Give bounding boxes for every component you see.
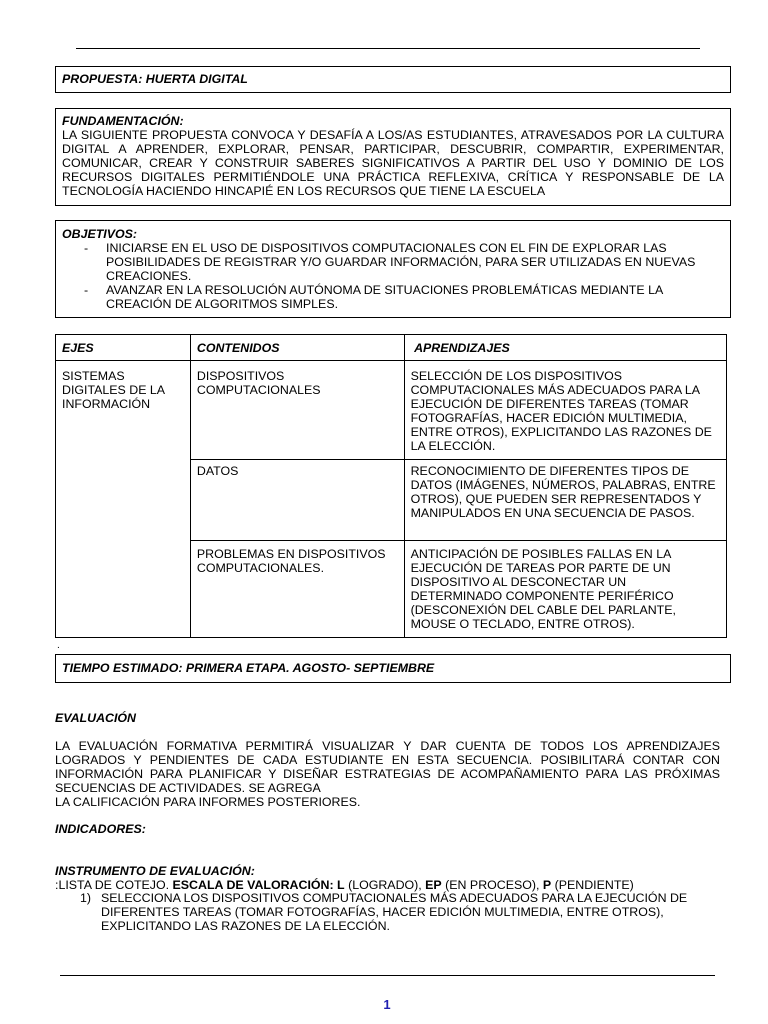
code-l: L bbox=[337, 878, 345, 892]
page-number: 1 bbox=[383, 997, 391, 1012]
fundamentacion-box bbox=[55, 108, 731, 206]
code-ep-text: (EN PROCESO), bbox=[441, 878, 543, 892]
evaluacion-calificacion: LA CALIFICACIÓN PARA INFORMES POSTERIORES. bbox=[55, 795, 361, 809]
proposal-box bbox=[55, 66, 731, 93]
indicadores-heading: INDICADORES: bbox=[55, 822, 146, 836]
tiempo-text: TIEMPO ESTIMADO: PRIMERA ETAPA. AGOSTO- SEPTIEMBRE bbox=[62, 661, 435, 675]
instrumento-item bbox=[80, 891, 720, 933]
code-p-text: (PENDIENTE) bbox=[551, 878, 634, 892]
code-p: P bbox=[542, 878, 552, 892]
objetivo-dash: - bbox=[84, 283, 89, 297]
objetivos-list bbox=[62, 241, 724, 311]
eje-cell: SISTEMAS DIGITALES DE LA INFORMACIÓN bbox=[56, 361, 191, 638]
fundamentacion-text: LA SIGUIENTE PROPUESTA CONVOCA Y DESAFÍA A LOS/AS ESTUDIANTES, ATRAVESADOS POR LA CULTURA DIGITAL A APRENDER, EXPLORAR, PENSAR, PARTICIPAR, DESCUBRIR, COMPARTIR, EXPERIMENTAR, COMUNICAR, CREAR Y CONSTRUIR SABERES SIGNIFICATIVOS A PARTIR DEL USO Y DOMINIO DE LOS RECURSOS DIGITALES PERMITIÉNDOLE UNA PRÁCTICA REFLEXIVA, CRÍTICA Y RESPONSABLE DE LA TECNOLOGÍA HACIENDO HINCAPIÉ EN LOS RECURSOS QUE TIENE LA ESCUELA bbox=[62, 128, 724, 198]
objetivos-box bbox=[55, 220, 731, 318]
header-rule bbox=[76, 48, 700, 49]
header-aprendizajes bbox=[404, 335, 726, 361]
instrumento-item-text: SELECCIONA LOS DISPOSITIVOS COMPUTACIONALES MÁS ADECUADOS PARA LA EJECUCIÓN DE DIFERENTES TAREAS (TOMAR FOTOGRAFÍAS, HACER EDICIÓN MULTIMEDIA, ENTRE OTROS), EXPLICITANDO LAS RAZONES DE LA ELECCIÓN. bbox=[101, 891, 688, 933]
proposal-title: PROPUESTA: HUERTA DIGITAL bbox=[62, 72, 248, 86]
code-l-text: (LOGRADO), bbox=[344, 878, 426, 892]
evaluacion-paragraph: LA EVALUACIÓN FORMATIVA PERMITIRÁ VISUALIZAR Y DAR CUENTA DE TODOS LOS APRENDIZAJES LOGRADOS Y PENDIENTES DE CADA ESTUDIANTE EN ESTA SECUENCIA. POSIBILITARÁ CONTAR CON INFORMACIÓN PARA PLANIFICAR Y DISEÑAR ESTRATEGIAS DE ACOMPAÑAMIENTO PARA LAS PRÓXIMAS SECUENCIAS DE ACTIVIDADES. SE AGREGA bbox=[55, 739, 720, 795]
objetivo-dash: - bbox=[84, 241, 89, 255]
aprendizaje-cell: ANTICIPACIÓN DE POSIBLES FALLAS EN LA EJECUCIÓN DE TAREAS POR PARTE DE UN DISPOSITIVO AL DESCONECTAR UN DETERMINADO COMPONENTE PERIFÉRICO (DESCONEXIÓN DEL CABLE DEL PARLANTE, MOUSE O TECLADO, ENTRE OTROS). bbox=[404, 541, 726, 638]
objetivo-text: INICIARSE EN EL USO DE DISPOSITIVOS COMPUTACIONALES CON EL FIN DE EXPLORAR LAS POSIBILIDADES DE REGISTRAR Y/O GUARDAR INFORMACIÓN, PARA SER UTILIZADAS EN NUEVAS CREACIONES. bbox=[106, 241, 696, 283]
header-aprendizajes-label: APRENDIZAJES bbox=[414, 341, 510, 355]
fundamentacion-heading: FUNDAMENTACIÓN: bbox=[62, 114, 184, 128]
contenido-cell: DATOS bbox=[190, 460, 404, 541]
objetivo-text: AVANZAR EN LA RESOLUCIÓN AUTÓNOMA DE SITUACIONES PROBLEMÁTICAS MEDIANTE LA CREACIÓN DE ALGORITMOS SIMPLES. bbox=[106, 283, 663, 311]
lista-cotejo-text: :LISTA DE COTEJO. bbox=[55, 878, 173, 892]
code-ep: EP bbox=[425, 878, 442, 892]
header-ejes: EJES bbox=[56, 335, 191, 361]
objetivo-item bbox=[62, 283, 724, 311]
aprendizaje-cell: RECONOCIMIENTO DE DIFERENTES TIPOS DE DATOS (IMÁGENES, NÚMEROS, PALABRAS, ENTRE OTROS), QUE PUEDEN SER REPRESENTADOS Y MANIPULADOS EN UNA SECUENCIA DE PASOS. bbox=[404, 460, 726, 541]
contenido-cell: DISPOSITIVOS COMPUTACIONALES bbox=[190, 361, 404, 460]
contenido-cell: PROBLEMAS EN DISPOSITIVOS COMPUTACIONALES. bbox=[190, 541, 404, 638]
instrumento-heading: INSTRUMENTO DE EVALUACIÓN: bbox=[55, 864, 255, 878]
header-contenidos: CONTENIDOS bbox=[190, 335, 404, 361]
instrumento-line bbox=[55, 878, 634, 892]
evaluacion-heading: EVALUACIÓN bbox=[55, 711, 136, 725]
instrumento-item-number: 1) bbox=[80, 891, 92, 905]
footer-rule bbox=[60, 975, 715, 976]
escala-label: ESCALA DE VALORACIÓN: bbox=[172, 878, 338, 892]
tiempo-box bbox=[55, 654, 731, 683]
objetivo-item bbox=[62, 241, 724, 283]
stray-mark: . bbox=[57, 640, 60, 651]
aprendizaje-cell: SELECCIÓN DE LOS DISPOSITIVOS COMPUTACIONALES MÁS ADECUADOS PARA LA EJECUCIÓN DE DIFERENTES TAREAS (TOMAR FOTOGRAFÍAS, HACER EDICIÓN MULTIMEDIA, ENTRE OTROS), EXPLICITANDO LAS RAZONES DE LA ELECCIÓN. bbox=[404, 361, 726, 460]
table-row bbox=[56, 361, 727, 460]
ejes-table bbox=[55, 334, 727, 638]
objetivos-heading: OBJETIVOS: bbox=[62, 227, 138, 241]
table-header-row bbox=[56, 335, 727, 361]
